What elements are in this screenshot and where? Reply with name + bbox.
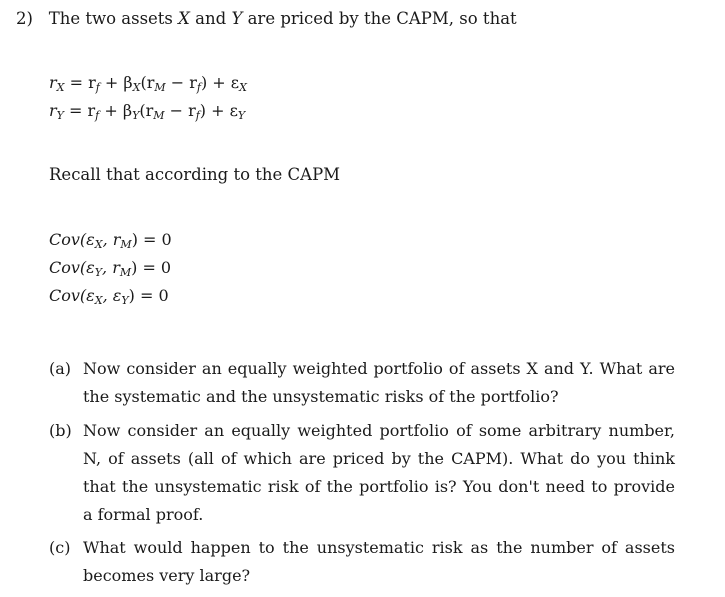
intro-and: and (195, 9, 227, 28)
eq1-part-3: X (132, 81, 141, 94)
eq1-part-8: ) + ε (200, 73, 240, 92)
question-b-text: Now consider an equally weighted portfolio of some arbitrary number, N, of assets (all of which are priced by the CAPM). What do you think that the unsystematic risk of the portfolio is? You don't need to provide a formal proof. (83, 421, 675, 524)
cov2-fn: Cov(ε (49, 258, 95, 277)
eq1-part-2: + β (99, 73, 133, 92)
cov3-b-sub: Y (121, 294, 129, 307)
question-c-label: (c) (49, 538, 71, 557)
var-y: Y (231, 9, 243, 28)
eq2-part-4: (r (139, 101, 154, 120)
question-a-label: (a) (49, 359, 72, 378)
cov1-mid: , r (102, 230, 121, 249)
cov2-mid: , r (102, 258, 120, 277)
cov1-rhs: ) = 0 (131, 230, 172, 249)
eq1-lhs-sub: X (56, 81, 65, 94)
eq2-part-8: ) + ε (199, 101, 238, 120)
covariance-3 (49, 286, 169, 311)
cov1-b-sub: M (120, 238, 132, 251)
eq2-part-5: M (153, 109, 165, 122)
question-c-text: What would happen to the unsystematic risk as the number of assets becomes very large? (83, 538, 675, 585)
covariance-2 (49, 258, 171, 283)
cov2-a-sub: Y (94, 266, 103, 279)
cov2-rhs: ) = 0 (131, 258, 172, 277)
eq2-part-3: Y (132, 109, 140, 122)
eq1-part-1: f (95, 81, 100, 94)
equation-ry (49, 101, 245, 126)
cov1-a-sub: X (94, 238, 103, 251)
covariance-1 (49, 230, 172, 255)
problem-number: 2) (16, 9, 33, 28)
eq1-part-0: = r (69, 73, 96, 92)
eq1-lhs: r (49, 73, 57, 92)
eq1-part-5: M (154, 81, 166, 94)
eq2-part-7: f (195, 109, 200, 122)
eq2-part-9: Y (237, 109, 246, 122)
eq2-part-1: f (95, 109, 100, 122)
equation-rx (49, 73, 247, 98)
eq1-part-4: (r (140, 73, 155, 92)
var-x: X (178, 9, 190, 28)
intro-pre: The two assets (48, 9, 173, 28)
problem-heading (16, 9, 517, 29)
recall-text: Recall that according to the CAPM (49, 165, 341, 184)
cov3-mid: , ε (102, 286, 122, 305)
eq2-part-2: + β (99, 101, 133, 120)
cov1-fn: Cov(ε (49, 230, 95, 249)
eq1-part-7: f (196, 81, 201, 94)
eq1-part-9: X (239, 81, 247, 94)
intro-post: are priced by the CAPM, so that (247, 9, 517, 28)
eq1-part-6: − r (165, 73, 197, 92)
eq2-lhs: r (49, 101, 57, 120)
eq2-part-0: = r (69, 101, 96, 120)
cov2-b-sub: M (119, 266, 132, 279)
eq2-part-6: − r (164, 101, 196, 120)
question-b-label: (b) (49, 421, 72, 440)
cov3-fn: Cov(ε (49, 286, 95, 305)
cov3-rhs: ) = 0 (128, 286, 169, 305)
cov3-a-sub: X (94, 294, 103, 307)
eq2-lhs-sub: Y (56, 109, 64, 122)
question-a-text: Now consider an equally weighted portfolio of assets X and Y. What are the systematic and the unsystematic risks of the portfolio? (83, 359, 675, 406)
